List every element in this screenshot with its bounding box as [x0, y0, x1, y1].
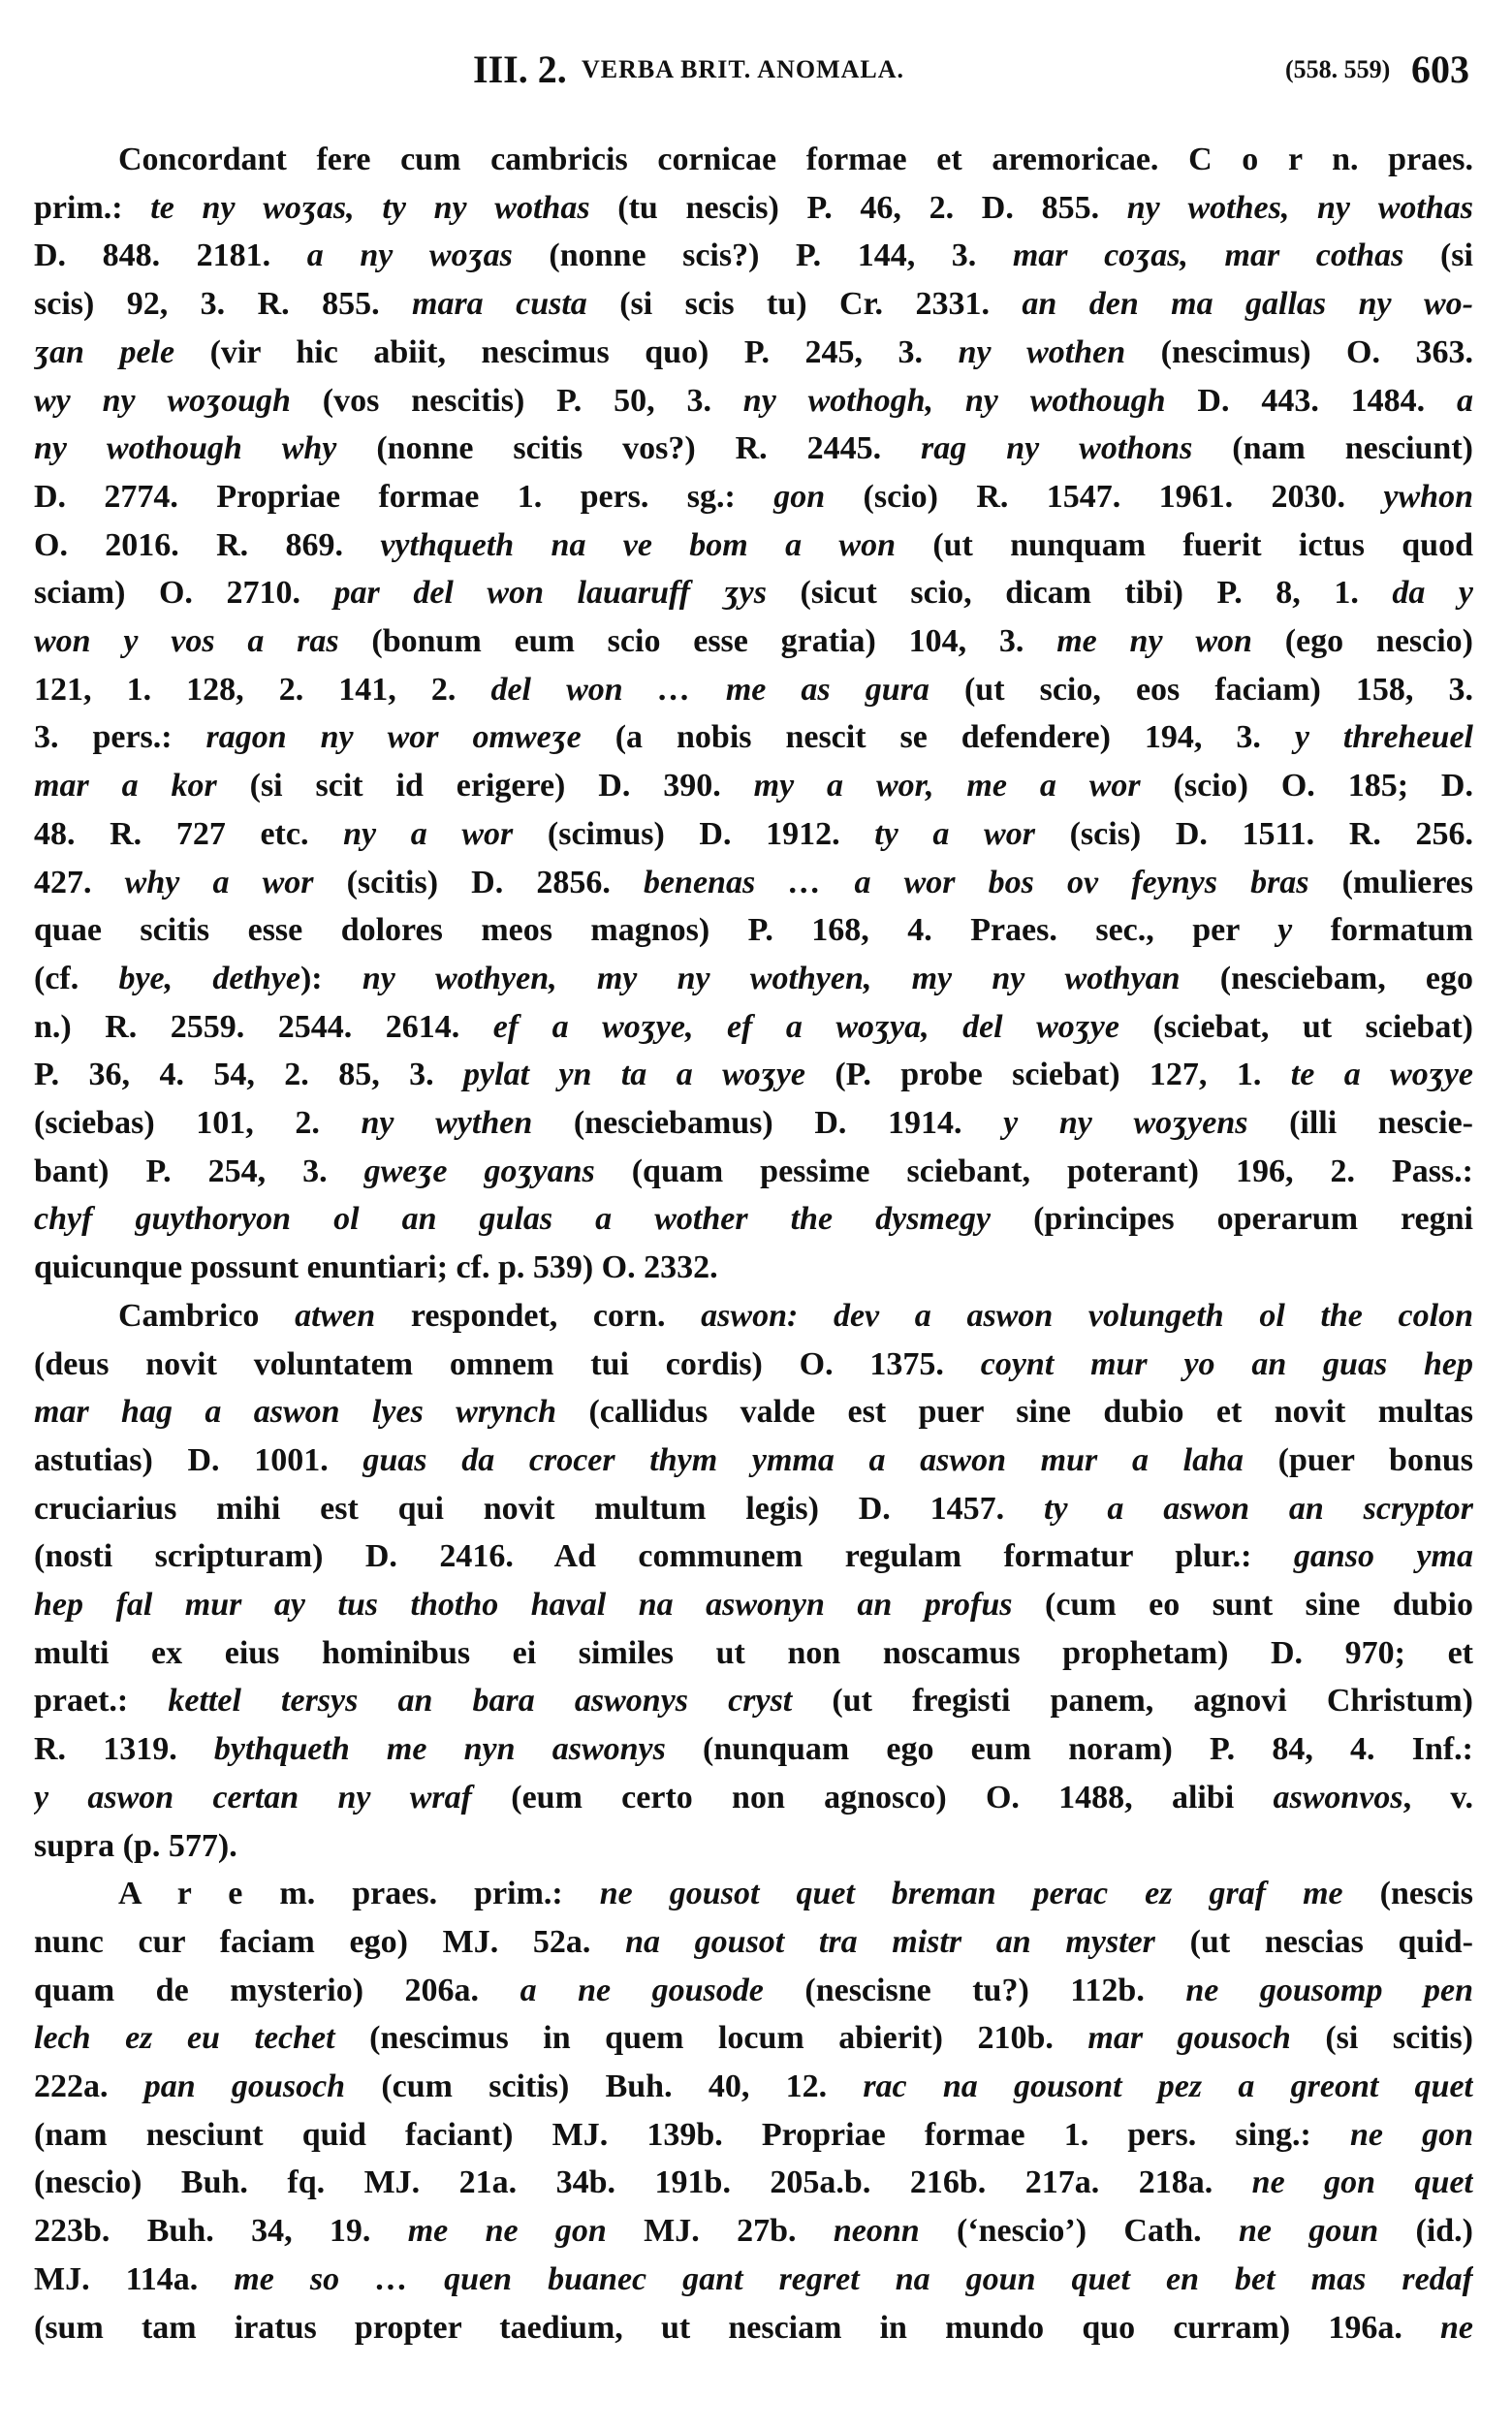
text-line	[34, 569, 1473, 617]
cornish-breton-quote: bye, dethye	[118, 960, 300, 996]
cornish-breton-quote: me ne gon	[407, 2213, 607, 2250]
latin-text: (nonne scis?) P. 144, 3.	[512, 237, 1013, 274]
text-line	[34, 1629, 1473, 1678]
cornish-breton-quote: ragon ny wor omweʒe	[205, 719, 582, 756]
latin-text: D. 443. 1484.	[1165, 382, 1457, 419]
cornish-breton-quote: ganso yma	[1293, 1538, 1473, 1575]
cornish-breton-quote: benenas … a wor bos ov feynys bras	[643, 864, 1309, 900]
cornish-breton-quote: par del won lauaruff ʒys	[333, 575, 767, 612]
cornish-breton-quote: mar a kor	[34, 768, 217, 805]
latin-text: (ut scio, eos faciam) 158, 3.	[929, 671, 1473, 708]
cornish-breton-quote: ne gon quet	[1251, 2164, 1473, 2201]
latin-text: MJ. 114a.	[34, 2260, 235, 2297]
cornish-breton-quote: aswon: dev a aswon volungeth ol the colon	[701, 1297, 1473, 1334]
latin-text: A r e m. praes. prim.:	[118, 1876, 600, 1912]
latin-text: supra (p. 577).	[34, 1827, 237, 1864]
latin-text: (nonne scitis vos?) R. 2445.	[336, 430, 922, 467]
latin-text: (nam nesciunt)	[1192, 430, 1473, 467]
latin-text: nunc cur faciam ego) MJ. 52a.	[34, 1923, 626, 1960]
cornish-breton-quote: da y	[1392, 575, 1473, 612]
text-line	[34, 425, 1473, 473]
latin-text: , v.	[1402, 1779, 1473, 1815]
latin-text: Concordant fere cum cambricis cornicae formae et aremoricae. C o r n. praes.	[118, 142, 1473, 177]
latin-text: (scis) D. 1511. R. 256.	[1034, 815, 1473, 852]
cornish-breton-quote: ny wothes, ny wothas	[1126, 189, 1473, 226]
cornish-breton-quote: pylat yn ta a woʒye	[463, 1057, 806, 1093]
latin-text: 48. R. 727 etc.	[34, 815, 344, 852]
latin-text: scis) 92, 3. R. 855.	[34, 286, 412, 323]
latin-text: (‘nescio’) Cath.	[919, 2213, 1240, 2250]
cornish-breton-quote: y threheuel	[1294, 719, 1473, 756]
latin-text: (nescimus in quem locum abierit) 210b.	[334, 2020, 1088, 2057]
cornish-breton-quote: rac na gousont pez a greont quet	[863, 2068, 1473, 2104]
latin-text: (si scitis)	[1290, 2020, 1473, 2057]
cornish-breton-quote: te ny woʒas, ty ny wothas	[150, 189, 590, 226]
cornish-breton-quote: ny wothogh, ny wothough	[742, 382, 1166, 419]
cornish-breton-quote: neonn	[833, 2213, 920, 2250]
latin-text: (ut fregisti panem, agnovi Christum)	[792, 1683, 1473, 1720]
cornish-breton-quote: why a wor	[124, 864, 314, 900]
cornish-breton-quote: ny wothough why	[34, 430, 337, 467]
latin-text: (si	[1403, 237, 1473, 274]
text-line	[118, 1292, 1473, 1341]
cornish-breton-quote: ne gousomp pen	[1185, 1972, 1473, 2008]
text-line	[34, 473, 1473, 521]
latin-text: (id.)	[1378, 2213, 1473, 2250]
text-line	[34, 1774, 1473, 1822]
cornish-breton-quote: ny a wor	[343, 815, 514, 852]
latin-text: (P. probe sciebat) 127, 1.	[805, 1057, 1291, 1093]
latin-text: cruciarius mihi est qui novit multum legis) D. 1457.	[34, 1490, 1044, 1527]
text-line	[34, 955, 1473, 1003]
cornish-breton-quote: te a woʒye	[1290, 1057, 1473, 1093]
latin-text: quae scitis esse dolores meos magnos) P. 168, 4. Praes. sec., per	[34, 912, 1278, 949]
text-line	[34, 617, 1473, 666]
text-line	[34, 2014, 1473, 2063]
latin-text: P. 36, 4. 54, 2. 85, 3.	[34, 1057, 464, 1093]
cornish-breton-quote: lech ez eu techet	[34, 2020, 335, 2057]
latin-text: (callidus valde est puer sine dubio et novit multas	[556, 1394, 1473, 1431]
text-line	[34, 810, 1473, 859]
cornish-breton-quote: ne	[1440, 2309, 1473, 2346]
cornish-breton-quote: ny wothyen, my ny wothyen, my ny wothyan	[362, 960, 1181, 996]
latin-text: (nunquam ego eum noram) P. 84, 4. Inf.:	[665, 1731, 1473, 1768]
text-line	[34, 762, 1473, 810]
cornish-breton-quote: an den ma gallas ny wo-	[1022, 286, 1473, 323]
cornish-breton-quote: my a wor, me a wor	[753, 768, 1141, 805]
cornish-breton-quote: y	[1277, 912, 1293, 949]
latin-text: (nescisne tu?) 112b.	[763, 1972, 1186, 2008]
text-line	[34, 1148, 1473, 1196]
latin-text: (puer bonus	[1243, 1441, 1473, 1478]
text-line	[34, 1725, 1473, 1774]
latin-text: 222a.	[34, 2068, 144, 2104]
latin-text: (scimus) D. 1912.	[513, 815, 875, 852]
text-line	[34, 1967, 1473, 2015]
latin-text: (si scis tu) Cr. 2331.	[586, 286, 1023, 323]
cornish-breton-quote: ny wothen	[958, 333, 1126, 370]
latin-text: 3. pers.:	[34, 719, 206, 756]
latin-text: (cf.	[34, 960, 119, 996]
cornish-breton-quote: coynt mur yo an guas hep	[980, 1345, 1473, 1382]
text-line	[34, 1195, 1473, 1244]
cornish-breton-quote: ne gon	[1349, 2116, 1473, 2153]
cornish-breton-quote: y aswon certan ny wraf	[34, 1779, 472, 1815]
cornish-breton-quote: mar coʒas, mar cothas	[1012, 237, 1404, 274]
latin-text: (scio) R. 1547. 1961. 2030.	[825, 478, 1384, 515]
latin-text: (quam pessime sciebant, poterant) 196, 2. Pass.:	[594, 1152, 1473, 1189]
latin-text: (tu nescis) P. 46, 2. D. 855.	[589, 189, 1127, 226]
page-number: 603	[1411, 47, 1469, 91]
text-line	[34, 906, 1473, 955]
latin-text: formatum	[1292, 912, 1473, 949]
cornish-breton-quote: ʒan pele	[34, 333, 175, 370]
text-line	[34, 859, 1473, 907]
text-line	[34, 713, 1473, 762]
latin-text: O. 2016. R. 869.	[34, 526, 381, 563]
latin-text: (sum tam iratus propter taedium, ut nesciam in mundo quo curram) 196a.	[34, 2309, 1440, 2346]
cornish-breton-quote: bythqueth me nyn aswonys	[213, 1731, 666, 1768]
cornish-breton-quote: hep fal mur ay tus thotho haval na aswonyn an profus	[34, 1587, 1013, 1623]
latin-text: (nosti scripturam) D. 2416. Ad communem regulam formatur plur.:	[34, 1538, 1294, 1575]
cornish-breton-quote: y ny woʒyens	[1003, 1105, 1248, 1141]
latin-text: (bonum eum scio esse gratia) 104, 3.	[338, 623, 1057, 659]
latin-text: bant) P. 254, 3.	[34, 1152, 364, 1189]
text-line	[34, 1099, 1473, 1148]
cornish-breton-quote: ty a aswon an scryptor	[1044, 1490, 1473, 1527]
latin-text: (nescis	[1342, 1876, 1473, 1912]
latin-text: (sciebat, ut sciebat)	[1118, 1008, 1473, 1045]
cornish-breton-quote: ny wythen	[361, 1105, 533, 1141]
cornish-breton-quote: me ny won	[1056, 623, 1252, 659]
text-line	[34, 1341, 1473, 1389]
latin-text: prim.:	[34, 189, 151, 226]
latin-text: D. 2774. Propriae formae 1. pers. sg.:	[34, 478, 774, 515]
latin-text: (nam nesciunt quid faciant) MJ. 139b. Propriae formae 1. pers. sing.:	[34, 2116, 1350, 2153]
cornish-breton-quote: me so … quen buanec gant regret na goun quet en bet mas redaf	[234, 2260, 1473, 2297]
latin-text: (nescio) Buh. fq. MJ. 21a. 34b. 191b. 205a.b. 216b. 217a. 218a.	[34, 2164, 1252, 2201]
cornish-breton-quote: atwen	[295, 1297, 376, 1334]
latin-text: (vir hic abiit, nescimus quo) P. 245, 3.	[174, 333, 959, 370]
text-line	[34, 2159, 1473, 2207]
latin-text: (sciebas) 101, 2.	[34, 1105, 362, 1141]
latin-text: 121, 1. 128, 2. 141, 2.	[34, 671, 491, 708]
cornish-breton-quote: rag ny wothons	[921, 430, 1193, 467]
latin-text: n.) R. 2559. 2544. 2614.	[34, 1008, 493, 1045]
cornish-breton-quote: chyf guythoryon ol an gulas a wother the dysmegy	[34, 1201, 992, 1238]
latin-text: (deus novit voluntatem omnem tui cordis) O. 1375.	[34, 1345, 981, 1382]
text-line	[34, 1003, 1473, 1052]
latin-text: (cum scitis) Buh. 40, 12.	[345, 2068, 864, 2104]
latin-text: praet.:	[34, 1683, 169, 1720]
latin-text: (ego nescio)	[1251, 623, 1473, 659]
text-line	[34, 2256, 1473, 2304]
cornish-breton-quote: won y vos a ras	[34, 623, 339, 659]
cornish-breton-quote: mar gousoch	[1087, 2020, 1291, 2057]
cornish-breton-quote: ef a woʒye, ef a woʒya, del woʒye	[492, 1008, 1119, 1045]
text-line	[34, 1051, 1473, 1099]
latin-text: (a nobis nescit se defendere) 194, 3.	[581, 719, 1295, 756]
cornish-breton-quote: mar hag a aswon lyes wrynch	[34, 1394, 557, 1431]
text-line	[34, 1436, 1473, 1485]
latin-text: 427.	[34, 864, 125, 900]
text-line	[34, 2063, 1473, 2111]
text-line	[34, 1918, 1473, 1967]
latin-text: (vos nescitis) P. 50, 3.	[290, 382, 743, 419]
text-line	[34, 184, 1473, 233]
cross-reference: (558. 559)	[1285, 55, 1391, 83]
latin-text: (ut nescias quid-	[1154, 1923, 1473, 1960]
text-line	[34, 1581, 1473, 1629]
text-line	[34, 521, 1473, 570]
text-line	[34, 1244, 1473, 1292]
cornish-breton-quote: ywhon	[1383, 478, 1473, 515]
latin-text: R. 1319.	[34, 1731, 214, 1768]
cornish-breton-quote: aswonvos	[1273, 1779, 1403, 1815]
latin-text: (si scit id erigere) D. 390.	[216, 768, 754, 805]
cornish-breton-quote: gweʒe goʒyans	[363, 1152, 595, 1189]
latin-text: astutias) D. 1001.	[34, 1441, 363, 1478]
text-line	[34, 666, 1473, 714]
text-line	[34, 280, 1473, 329]
latin-text: ):	[299, 960, 362, 996]
text-line	[34, 1485, 1473, 1533]
cornish-breton-quote: vythqueth na ve bom a won	[380, 526, 896, 563]
text-line	[34, 1677, 1473, 1725]
latin-text: (nesciebam, ego	[1180, 960, 1473, 996]
cornish-breton-quote: guas da crocer thym ymma a aswon mur a laha	[362, 1441, 1244, 1478]
text-line	[34, 2207, 1473, 2256]
cornish-breton-quote: wy ny woʒough	[34, 382, 291, 419]
cornish-breton-quote: ne gousot quet breman perac ez graf me	[599, 1876, 1343, 1912]
text-line	[118, 1870, 1473, 1918]
latin-text: quicunque possunt enuntiari; cf. p. 539) O. 2332.	[34, 1249, 718, 1286]
latin-text: (eum certo non agnosco) O. 1488, alibi	[472, 1779, 1274, 1815]
cornish-breton-quote: na gousot tra mistr an myster	[625, 1923, 1155, 1960]
text-line	[34, 1388, 1473, 1436]
cornish-breton-quote: mara custa	[412, 286, 587, 323]
cornish-breton-quote: kettel tersys an bara aswonys cryst	[168, 1683, 793, 1720]
cornish-breton-quote: a ny woʒas	[306, 237, 513, 274]
latin-text: 223b. Buh. 34, 19.	[34, 2213, 408, 2250]
text-line	[34, 1532, 1473, 1581]
cornish-breton-quote: a	[1457, 382, 1473, 419]
latin-text: multi ex eius hominibus ei similes ut non noscamus prophetam) D. 970; et	[34, 1634, 1473, 1671]
cornish-breton-quote: ty a wor	[874, 815, 1035, 852]
latin-text: (nescimus) O. 363.	[1125, 333, 1473, 370]
cornish-breton-quote: pan gousoch	[143, 2068, 346, 2104]
text-line	[34, 232, 1473, 280]
text-line	[34, 1822, 1473, 1871]
latin-text: (sicut scio, dicam tibi) P. 8, 1.	[766, 575, 1393, 612]
cornish-breton-quote: ne goun	[1239, 2213, 1379, 2250]
latin-text: (ut nunquam fuerit ictus quod	[896, 526, 1473, 563]
latin-text: (nesciebamus) D. 1914.	[532, 1105, 1004, 1141]
latin-text: (scitis) D. 2856.	[313, 864, 644, 900]
latin-text: MJ. 27b.	[606, 2213, 834, 2250]
latin-text: (mulieres	[1308, 864, 1473, 900]
running-title: VERBA BRIT. ANOMALA.	[582, 55, 905, 83]
text-line	[34, 377, 1473, 426]
latin-text: sciam) O. 2710.	[34, 575, 334, 612]
cornish-breton-quote: gon	[773, 478, 826, 515]
text-line	[118, 136, 1473, 184]
latin-text: D. 848. 2181.	[34, 237, 307, 274]
latin-text: Cambrico	[118, 1297, 296, 1334]
section-number: III. 2.	[473, 47, 567, 91]
cornish-breton-quote: a ne gousode	[520, 1972, 764, 2008]
latin-text: respondet, corn.	[375, 1297, 702, 1334]
text-line	[34, 2111, 1473, 2160]
text-line	[34, 329, 1473, 377]
latin-text: (cum eo sunt sine dubio	[1012, 1587, 1473, 1623]
cornish-breton-quote: del won … me as gura	[490, 671, 929, 708]
latin-text: (scio) O. 185; D.	[1140, 768, 1473, 805]
text-line	[34, 2304, 1473, 2352]
latin-text: (illi nescie-	[1247, 1105, 1473, 1141]
latin-text: (principes operarum regni	[991, 1201, 1473, 1238]
latin-text: quam de mysterio) 206a.	[34, 1972, 520, 2008]
